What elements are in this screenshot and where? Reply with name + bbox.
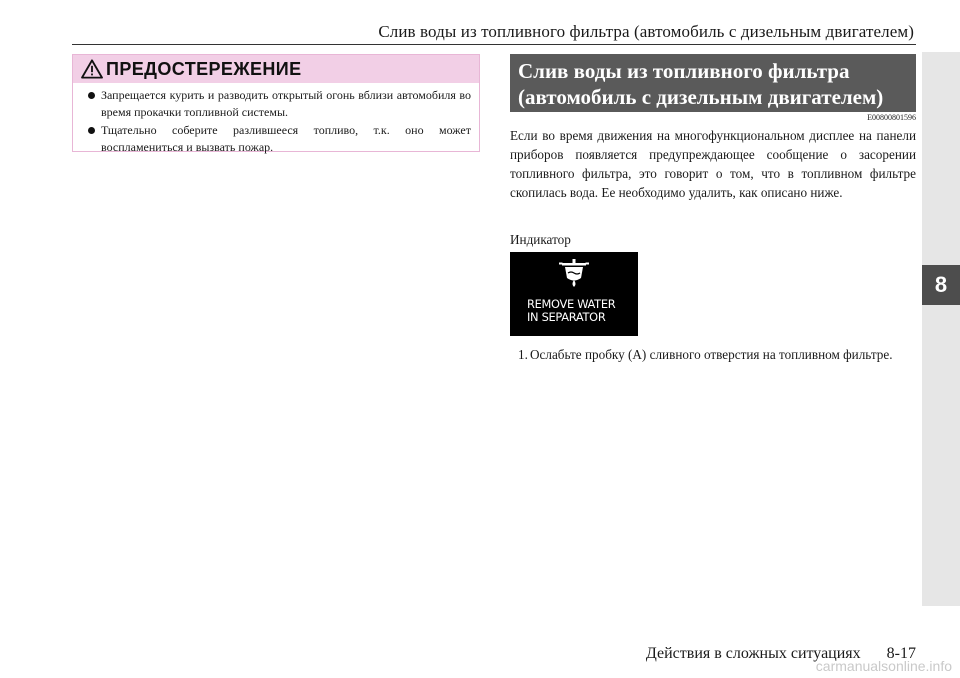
warning-item-text: Запрещается курить и разводить открытый огонь вблизи автомобиля во время прокачки топливной системы. <box>101 88 471 119</box>
water-separator-icon <box>558 258 590 290</box>
indicator-message-line2: IN SEPARATOR <box>527 310 606 324</box>
indicator-label: Индикатор <box>510 232 571 247</box>
bullet-icon <box>88 127 95 134</box>
warning-box <box>72 54 480 152</box>
indicator-message <box>527 298 637 324</box>
warning-header <box>73 55 479 83</box>
warning-item <box>87 87 471 120</box>
page-header-title: Слив воды из топливного фильтра (автомобиль с дизельным двигателем) <box>378 22 914 41</box>
section-title-line2: (автомобиль с дизельным двигателем) <box>518 85 884 109</box>
step-number: 1. <box>518 347 528 362</box>
section-code: E00800801596 <box>867 113 916 122</box>
warning-item <box>87 122 471 155</box>
section-title-banner <box>510 54 916 112</box>
bullet-icon <box>88 92 95 99</box>
warning-title: ПРЕДОСТЕРЕЖЕНИЕ <box>106 58 302 79</box>
step-item <box>518 345 916 364</box>
chapter-side-tab <box>922 52 960 606</box>
section-paragraph: Если во время движения на многофункциональном дисплее на панели приборов появляется предупреждающее сообщение о засорении топливного фильтра, это говорит о том, что в топливном фильтре скопилась вода. Ее необходимо удалить, как описано ниже. <box>510 128 916 200</box>
indicator-message-line1: REMOVE WATER <box>527 297 616 311</box>
chapter-number-badge: 8 <box>922 265 960 305</box>
step-text: Ослабьте пробку (A) сливного отверстия на топливном фильтре. <box>530 347 893 362</box>
watermark: carmanualsonline.info <box>815 658 952 674</box>
warning-triangle-icon <box>81 59 103 79</box>
header-rule <box>72 44 916 45</box>
footer-chapter-title: Действия в сложных ситуациях <box>645 645 861 662</box>
indicator-display <box>510 252 638 336</box>
warning-item-text: Тщательно соберите разлившееся топливо, т.к. оно может воспламениться и вызвать пожар. <box>101 123 471 154</box>
footer-page-number: 8-17 <box>886 645 916 662</box>
section-title-line1: Слив воды из топливного фильтра <box>518 59 850 83</box>
warning-list <box>73 87 479 155</box>
